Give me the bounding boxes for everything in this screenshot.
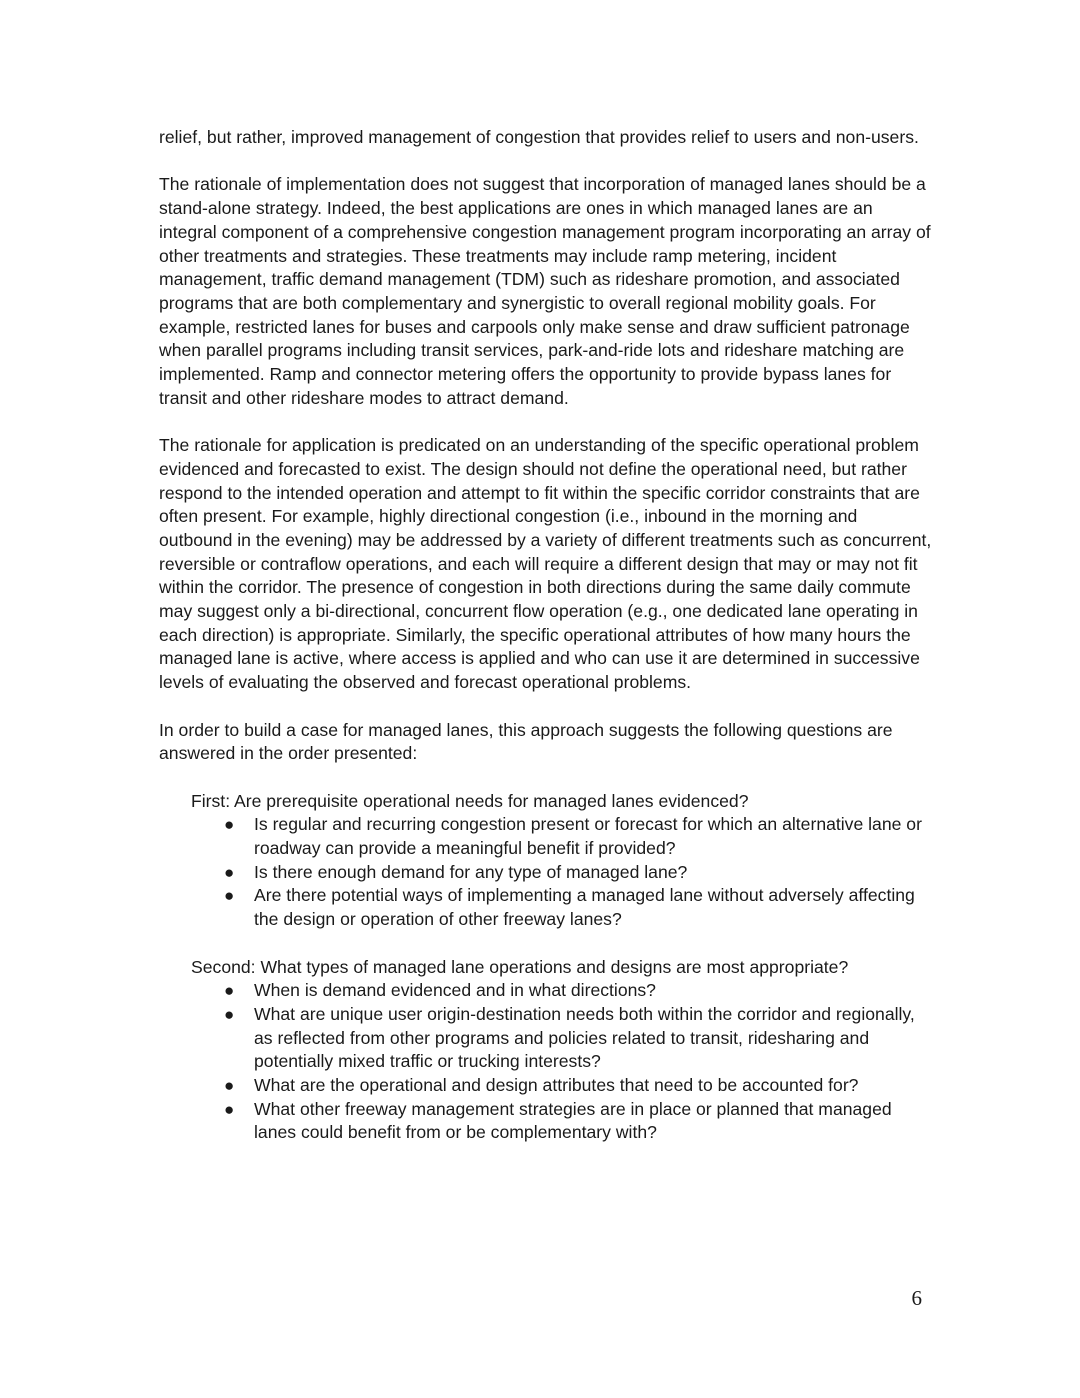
list-item-text: Are there potential ways of implementing a managed lane without adversely affecting the design or operation of other freeway lanes? [254,885,915,930]
question-block-first [191,790,934,932]
paragraph-rationale-implementation: The rationale of implementation does not suggest that incorporation of managed lanes should be a stand-alone strategy. Indeed, the best applications are ones in which managed lanes are an integral component of a comprehensive congestion management program incorporating an array of other treatments and strategies. These treatments may include ramp metering, incident management, traffic demand management (TDM) such as rideshare promotion, and associated programs that are both complementary and synergistic to overall regional mobility goals. For example, restricted lanes for buses and carpools only make sense and draw sufficient patronage when parallel programs including transit services, park-and-ride lots and rideshare matching are implemented. Ramp and connector metering offers the opportunity to provide bypass lanes for transit and other rideshare modes to attract demand. [159,174,931,408]
bullet-icon: ● [224,815,235,835]
list-item-text: Is there enough demand for any type of managed lane? [254,861,688,882]
list-item [224,884,934,931]
list-item [224,1098,934,1145]
bullet-icon: ● [224,1076,235,1096]
paragraph-build-case: In order to build a case for managed lanes, this approach suggests the following questions are answered in the order presented: [159,719,893,764]
question-block-second [191,956,934,1146]
list-item [224,1074,934,1098]
bullet-icon: ● [224,1099,235,1119]
list-item [224,1003,934,1074]
list-item-text: What are unique user origin-destination needs both within the corridor and regionally, as reflected from other programs and policies related to transit, ridesharing and potentially mixed traffic or trucking interests? [254,1003,915,1072]
question-heading-second: Second: What types of managed lane operations and designs are most appropriate? [191,956,849,977]
bullet-icon: ● [224,1004,235,1024]
list-item-text: Is regular and recurring congestion present or forecast for which an alternative lane or roadway can provide a meaningful benefit if provided? [254,814,922,859]
list-item [224,861,934,885]
paragraph-rationale-application: The rationale for application is predicated on an understanding of the specific operational problem evidenced and forecasted to exist. The design should not define the operational need, but rather respond to the intended operation and attempt to fit within the specific corridor constraints that are often present. For example, highly directional congestion (i.e., inbound in the morning and outbound in the evening) may be addressed by a variety of different treatments such as concurrent, reversible or contraflow operations, and each will require a different design that may or may not fit within the corridor. The presence of congestion in both directions during the same daily commute may suggest only a bi-directional, concurrent flow operation (e.g., one dedicated lane operating in each direction) is appropriate. Similarly, the specific operational attributes of how many hours the managed lane is active, where access is applied and who can use it are determined in successive levels of evaluating the observed and forecast operational problems. [159,435,932,693]
document-body [159,126,934,1169]
question-heading-first: First: Are prerequisite operational needs for managed lanes evidenced? [191,790,749,811]
bullet-list-second [191,979,934,1145]
bullet-icon: ● [224,981,235,1001]
list-item [224,979,934,1003]
bullet-icon: ● [224,886,235,906]
page-number: 6 [911,1286,922,1310]
list-item [224,813,934,860]
list-item-text: What are the operational and design attributes that need to be accounted for? [254,1075,859,1096]
bullet-list-first [191,813,934,932]
list-item-text: When is demand evidenced and in what directions? [254,980,656,1001]
list-item-text: What other freeway management strategies are in place or planned that managed lanes could benefit from or be complementary with? [254,1098,892,1143]
bullet-icon: ● [224,862,235,882]
paragraph-continuation: relief, but rather, improved management of congestion that provides relief to users and non-users. [159,127,919,147]
